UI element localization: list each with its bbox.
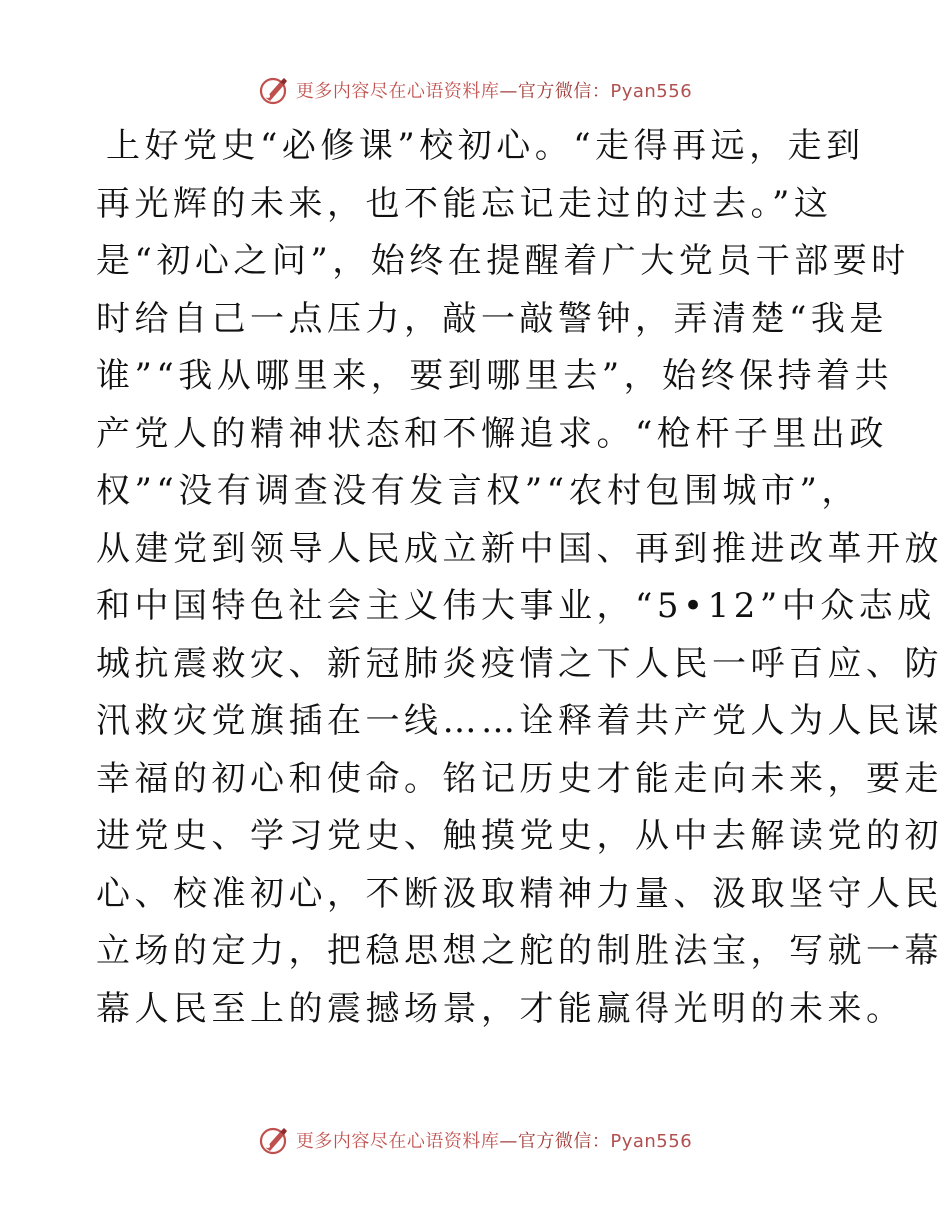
body-line: 幕人民至上的震撼场景，才能赢得光明的未来。 — [96, 988, 905, 1029]
watermark-dash: — — [499, 81, 518, 102]
body-line: 和中国特色社会主义伟大事业，“5•12”中众志成 — [96, 586, 936, 626]
document-body — [96, 118, 943, 1038]
watermark-handle: Pyan556 — [610, 1131, 693, 1152]
pen-logo-icon — [258, 1124, 290, 1156]
watermark-site: 更多内容尽在心语资料库 — [295, 81, 500, 102]
body-line: 产党人的精神状态和不懈追求。“枪杆子里出政 — [96, 413, 888, 454]
body-line: 城抗震救灾、新冠肺炎疫情之下人民一呼百应、防 — [96, 643, 943, 684]
body-line: 权”“没有调查没有发言权”“农村包围城市”， — [96, 471, 860, 511]
body-line: 汛救灾党旗插在一线……诠释着共产党人为人民谋 — [96, 701, 943, 741]
body-line: 立场的定力，把稳思想之舵的制胜法宝，写就一幕 — [96, 931, 943, 971]
watermark-text — [296, 77, 692, 103]
body-line: 心、校准初心，不断汲取精神力量、汲取坚守人民 — [96, 873, 943, 914]
body-line: 谁”“我从哪里来，要到哪里去”，始终保持着共 — [96, 356, 894, 396]
watermark-text — [296, 1127, 692, 1153]
body-line: 时给自己一点压力，敲一敲警钟，弄清楚“我是 — [96, 298, 888, 339]
body-line: 幸福的初心和使命。铭记历史才能走向未来，要走 — [96, 758, 943, 799]
body-line: 上好党史“必修课”校初心。“走得再远，走到 — [106, 126, 865, 166]
pen-logo-icon — [258, 74, 290, 106]
body-line: 是“初心之问”，始终在提醒着广大党员干部要时 — [96, 241, 910, 281]
watermark-wechat-label: 官方微信： — [517, 81, 611, 102]
body-line: 从建党到领导人民成立新中国、再到推进改革开放 — [96, 528, 943, 569]
watermark-site: 更多内容尽在心语资料库 — [295, 1131, 500, 1152]
body-line: 再光辉的未来，也不能忘记走过的过去。”这 — [96, 183, 833, 224]
watermark-wechat-label: 官方微信： — [517, 1131, 611, 1152]
footer-watermark — [0, 1120, 950, 1160]
watermark-dash: — — [499, 1131, 518, 1152]
body-line: 进党史、学习党史、触摸党史，从中去解读党的初 — [96, 816, 943, 856]
header-watermark — [0, 70, 950, 110]
watermark-handle: Pyan556 — [610, 81, 693, 102]
